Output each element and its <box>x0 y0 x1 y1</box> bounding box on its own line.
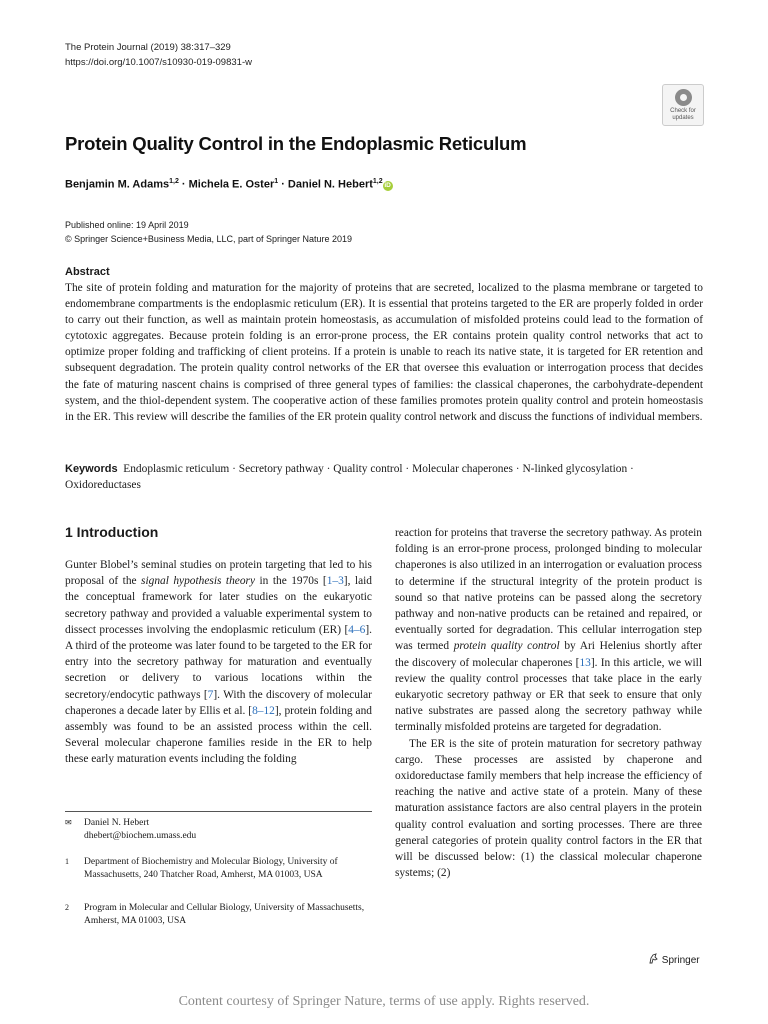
text: in the 1970s [ <box>255 575 327 588</box>
citation-link[interactable]: 7 <box>207 688 214 701</box>
intro-right-column <box>395 525 702 881</box>
published-date: Published online: 19 April 2019 <box>65 220 189 230</box>
copyright: © Springer Science+Business Media, LLC, part of Springer Nature 2019 <box>65 233 353 244</box>
courtesy-notice: Content courtesy of Springer Nature, terms of use apply. Rights reserved. <box>178 994 590 1009</box>
publication-info <box>65 219 352 246</box>
author-affiliation: 1,2 <box>169 178 179 185</box>
text: by Ari Helenius shortly after the discovery of molecular chaperones [ <box>395 640 702 669</box>
badge-line2: updates <box>672 114 694 121</box>
section-heading: 1 Introduction <box>65 524 159 540</box>
citation-link[interactable]: 4–6 <box>348 623 366 636</box>
author-separator: · <box>178 178 189 191</box>
author-separator: · <box>278 178 288 191</box>
corresponding-author <box>65 817 196 842</box>
springer-horse-icon <box>648 953 659 964</box>
affiliation-number: 2 <box>65 903 69 912</box>
corresponding-email[interactable]: dhebert@biochem.umass.edu <box>84 830 197 841</box>
affiliation-number: 1 <box>65 857 69 866</box>
corresponding-name: Daniel N. Hebert <box>84 818 150 828</box>
keywords <box>65 461 705 493</box>
citation-link[interactable]: 8–12 <box>252 704 275 717</box>
author-affiliation: 1,2 <box>372 178 383 185</box>
doi-link[interactable]: https://doi.org/10.1007/s10930-019-09831-w <box>65 57 252 68</box>
author-affiliation: 1 <box>274 178 279 185</box>
journal-header <box>65 40 252 70</box>
footnote-divider <box>65 811 372 812</box>
text: reaction for proteins that traverse the secretory pathway. As protein folding is an error-prone process, prolonged binding to molecular chaperones is also utilized in an interrogation or evaluation process to determine if the structural integrity of the protein product is sound so that native proteins can be passed along the secretory pathway and non-native products can be retained and repaired, or eventually sorted for degradation. This cellular interrogation step was termed <box>395 527 702 653</box>
text: ], protein folding and assembly was found to be an assisted process within the cell. Several molecular chaperone families reside in the ER to help these early maturation events including the folding <box>65 704 372 766</box>
keywords-list: Endoplasmic reticulum · Secretory pathway · Quality control · Molecular chaperones · N-linked glycosylation · Oxidoreductases <box>65 463 634 491</box>
text: ], laid the conceptual framework for later studies on the eukaryotic secretory pathway and provided a valuable experimental system to dissect processes involving the endoplasmic reticulum (ER) [ <box>65 575 372 636</box>
envelope-icon: ✉ <box>65 818 72 827</box>
affiliation-text: Department of Biochemistry and Molecular Biology, University of Massachusetts, 240 Thatcher Road, Amherst, MA 01003, USA <box>84 857 338 880</box>
intro-left-column <box>65 557 372 768</box>
author-name[interactable]: Daniel N. Hebert <box>287 178 373 191</box>
affiliation-2 <box>65 902 365 927</box>
author-name[interactable]: Michela E. Oster <box>188 178 275 191</box>
abstract-heading: Abstract <box>65 266 110 278</box>
text: ]. A third of the proteome was later found to be targeted to the ER for entry into the secretory pathway for maturation and eventually secretion or delivery to various locations within the secretory/endocytic pathways [ <box>65 623 372 701</box>
publisher-logo <box>648 953 700 966</box>
journal-citation: The Protein Journal (2019) 38:317–329 <box>65 42 231 53</box>
text: ]. In this article, we will review the quality control processes that take place in the early eukaryotic secretory pathway or ER that seek to ensure that only native substrates are passed along the secretory pathway while terminally misfolded proteins are targeted for degradation. <box>395 656 702 734</box>
author-list <box>65 178 393 191</box>
emphasis: protein quality control <box>453 640 560 653</box>
article-title: Protein Quality Control in the Endoplasmic Reticulum <box>65 133 527 154</box>
paragraph: The ER is the site of protein maturation for secretory pathway cargo. These processes are assisted by chaperone and oxidoreductase family members that help increase the efficiency of reaching the native and active state of a protein. Many of these maturation assistance factors are also central players in the protein quality control evaluation and sorting processes. There are three general categories of protein quality control factors in the ER that will be discussed below: (1) the classical molecular chaperone systems; (2) <box>395 737 702 880</box>
badge-line1: Check for <box>670 108 696 114</box>
update-check-icon <box>675 89 692 106</box>
orcid-icon[interactable]: iD <box>384 181 391 189</box>
emphasis: signal hypothesis theory <box>141 575 256 588</box>
citation-link[interactable]: 13 <box>579 656 591 669</box>
check-for-updates-badge[interactable] <box>662 84 704 126</box>
paragraph <box>395 525 702 736</box>
text: Gunter Blobel’s seminal studies on protein targeting that led to his proposal of the <box>65 559 372 588</box>
author-name[interactable]: Benjamin M. Adams <box>65 178 170 191</box>
keywords-heading: Keywords <box>65 463 118 475</box>
citation-link[interactable]: 1–3 <box>326 575 344 588</box>
abstract-text: The site of protein folding and maturation for the majority of proteins that are secreted, localized to the plasma membrane or targeted to endomembrane compartments is the endoplasmic reticulum (ER). It is essential that proteins targeted to the ER are properly folded in order to carry out their function, as well as maintain protein homeostasis, as accumulation of misfolded proteins could lead to the formation of cytotoxic aggregates. Because protein folding is an error-prone process, the ER contains protein quality control networks that act to optimize proper folding and trafficking of client proteins. If a protein is unable to reach its native state, it is targeted for ER retention and subsequent degradation. The protein quality control networks of the ER that oversee this evaluation or interrogation process that decides the fate of maturing nascent chains is comprised of three general types of families: the classical chaperones, the carbohydrate-dependent system, and the thiol-dependent system. The cooperative action of these families promotes protein quality control and protein homeostasis in the ER. This review will describe the families of the ER protein quality control network and discuss the functions of individual members. <box>65 282 703 423</box>
affiliation-text: Program in Molecular and Cellular Biology, University of Massachusetts, Amherst, MA 01003, USA <box>84 903 365 926</box>
publisher-name: Springer <box>661 955 700 966</box>
text: ]. With the discovery of molecular chaperones a decade later by Ellis et al. [ <box>65 688 372 717</box>
affiliation-1 <box>65 856 365 881</box>
